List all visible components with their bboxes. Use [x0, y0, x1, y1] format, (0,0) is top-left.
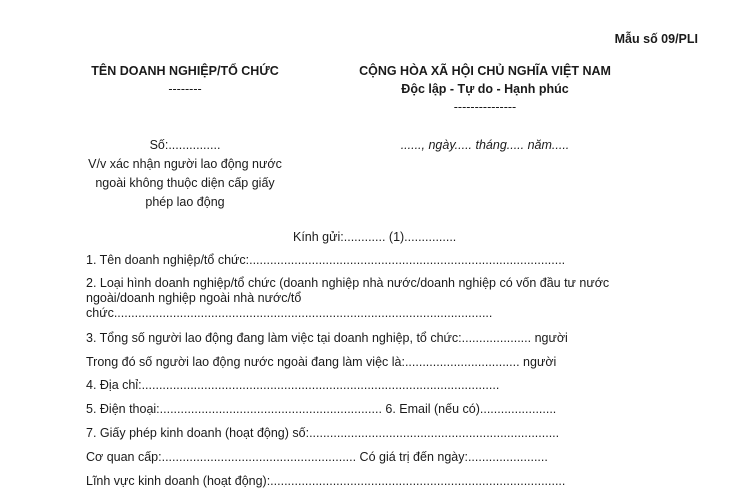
- field-company-type-line2: ngoài/doanh nghiệp ngoài nhà nước/tổ: [86, 291, 302, 305]
- subject-line-3: phép lao động: [145, 195, 225, 209]
- subject-line-1: V/v xác nhận người lao động nước: [88, 157, 282, 171]
- field-total-employees: 3. Tổng số người lao động đang làm việc tại doanh nghiệp, tổ chức:.................... người: [86, 331, 568, 345]
- motto-divider: ---------------: [453, 100, 517, 114]
- field-address: 4. Địa chỉ:.......................................................................................................: [86, 378, 500, 392]
- country-title: CỘNG HÒA XÃ HỘI CHỦ NGHĨA VIỆT NAM: [359, 64, 611, 78]
- field-issuing-agency: Cơ quan cấp:........................................................ Có giá trị đến ngày:.......................: [86, 450, 548, 464]
- form-code: Mẫu số 09/PLI: [614, 32, 698, 46]
- field-business-sector: Lĩnh vực kinh doanh (hoạt động):.....................................................................................: [86, 474, 566, 488]
- field-company-type-line3: chức.............................................................................................................: [86, 306, 493, 320]
- field-business-license: 7. Giấy phép kinh doanh (hoạt động) số:........................................................................: [86, 426, 560, 440]
- date-line: ......, ngày..... tháng..... năm.....: [400, 138, 570, 152]
- field-company-name: 1. Tên doanh nghiệp/tổ chức:...........................................................................................: [86, 253, 566, 267]
- subject-line-2: ngoài không thuộc diện cấp giấy: [95, 176, 275, 190]
- reference-number: Số:...............: [149, 138, 221, 152]
- field-phone-email: 5. Điện thoại:................................................................ 6. Email (nếu có)......................: [86, 402, 557, 416]
- field-company-type-line1: 2. Loại hình doanh nghiệp/tổ chức (doanh nghiệp nhà nước/doanh nghiệp có vốn đầu tư nước: [86, 276, 610, 290]
- salutation: Kính gửi:............ (1)...............: [293, 230, 457, 244]
- org-divider: --------: [168, 82, 202, 96]
- motto: Độc lập - Tự do - Hạnh phúc: [401, 82, 569, 96]
- org-name: TÊN DOANH NGHIỆP/TỔ CHỨC: [91, 64, 279, 78]
- field-foreign-employees: Trong đó số người lao động nước ngoài đang làm việc là:................................. người: [86, 355, 557, 369]
